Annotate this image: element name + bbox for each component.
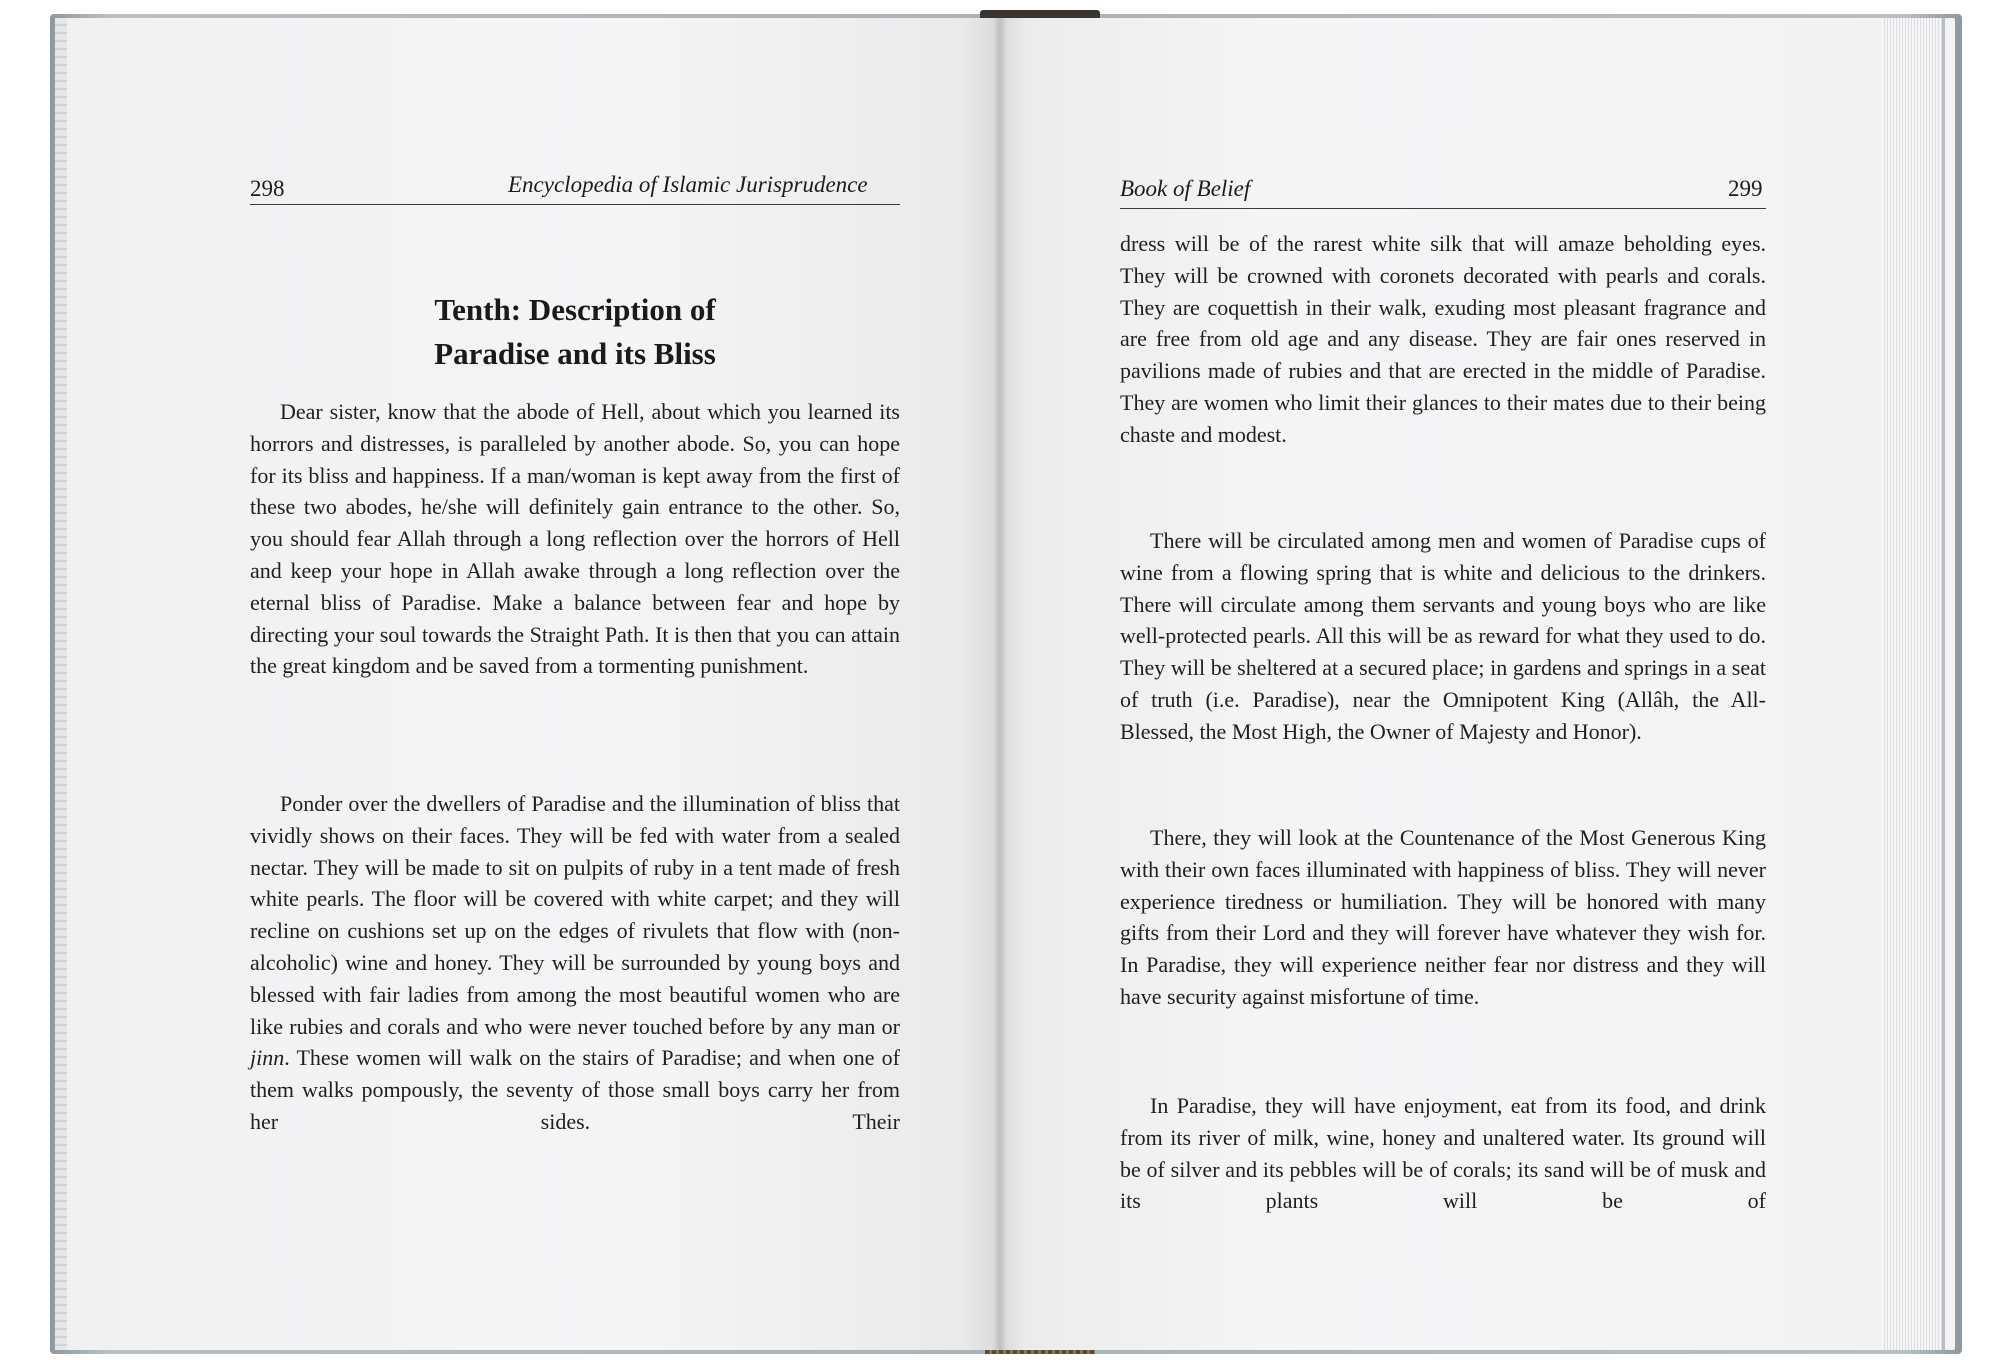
section-title (250, 288, 900, 376)
right-page-number: 299 (1728, 176, 1763, 201)
right-paragraph-2: There will be circulated among men and women of Paradise cups of wine from a flowing spring that is white and delicious to the drinkers. There will circulate among them servants and young boys who are like well-protected pearls. All this will be as reward for what they used to do. They will be sheltered at a secured place; in gardens and springs in a seat of truth (i.e. Paradise), near the Omnipotent King (Allâh, the All-Blessed, the Most High, the Owner of Majesty and Honor). (1120, 528, 1766, 744)
left-header-rule (250, 204, 900, 205)
left-paragraph-2-text-b: . These women will walk on the stairs of Paradise; and when one of them walks pompously, the seventy of those small boys carry her from her sides. Their (250, 1045, 900, 1134)
left-page-number: 298 (250, 176, 285, 201)
right-paragraph-3: There, they will look at the Countenance of the Most Generous King with their own faces illuminated with happiness of bliss. They will never experience tiredness or humiliation. They will be honored with many gifts from their Lord and they will forever have whatever they wish for. In Paradise, they will experience neither fear nor distress and they will have security against misfortune of time. (1120, 825, 1766, 1009)
left-paragraph-2-text-a: Ponder over the dwellers of Paradise and the illumination of bliss that vividly shows on their faces. They will be fed with water from a sealed nectar. They will be made to sit on pulpits of ruby in a tent made of fresh white pearls. The floor will be covered with white carpet; and they will recline on cushions set up on the edges of rivulets that flow with (non-alcoholic) wine and honey. They will be surrounded by young boys and blessed with fair ladies from among the most beautiful women who are like rubies and corals and who were never touched before by any man or (250, 791, 900, 1039)
left-paragraph-2-italic: jinn (250, 1045, 285, 1071)
page-edges-left (55, 18, 67, 1350)
page-edges-right (1882, 18, 1945, 1350)
right-paragraph-4: In Paradise, they will have enjoyment, eat from its food, and drink from its river of milk, wine, honey and unaltered water. Its ground will be of silver and its pebbles will be of corals; its sand will be of musk and its plants will be of (1120, 1093, 1766, 1214)
left-running-head: Encyclopedia of Islamic Jurisprudence (508, 172, 868, 197)
right-header-rule (1120, 208, 1766, 209)
right-paragraph-1: dress will be of the rarest white silk that will amaze beholding eyes. They will be crowned with coronets decorated with pearls and corals. They are coquettish in their walk, exuding most pleasant fragrance and are free from old age and any disease. They are fair ones reserved in pavilions made of rubies and that are erected in the middle of Paradise. They are women who limit their glances to their mates due to their being chaste and modest. (1120, 231, 1766, 447)
left-paragraph-2 (250, 788, 900, 1138)
left-page (70, 18, 1000, 1350)
section-title-line2: Paradise and its Bliss (434, 336, 716, 371)
page-gutter (993, 18, 1007, 1350)
right-running-head: Book of Belief (1120, 176, 1251, 201)
left-paragraph-1: Dear sister, know that the abode of Hell, about which you learned its horrors and distresses, is paralleled by another abode. So, you can hope for its bliss and happiness. If a man/woman is kept away from the first of these two abodes, he/she will definitely gain entrance to the other. So, you should fear Allah through a long reflection over the horrors of Hell and keep your hope in Allah awake through a long reflection over the eternal bliss of Paradise. Make a balance between fear and hope by directing your soul towards the Straight Path. It is then that you can attain the great kingdom and be saved from a tormenting punishment. (250, 399, 900, 679)
section-title-line1: Tenth: Description of (434, 292, 716, 327)
